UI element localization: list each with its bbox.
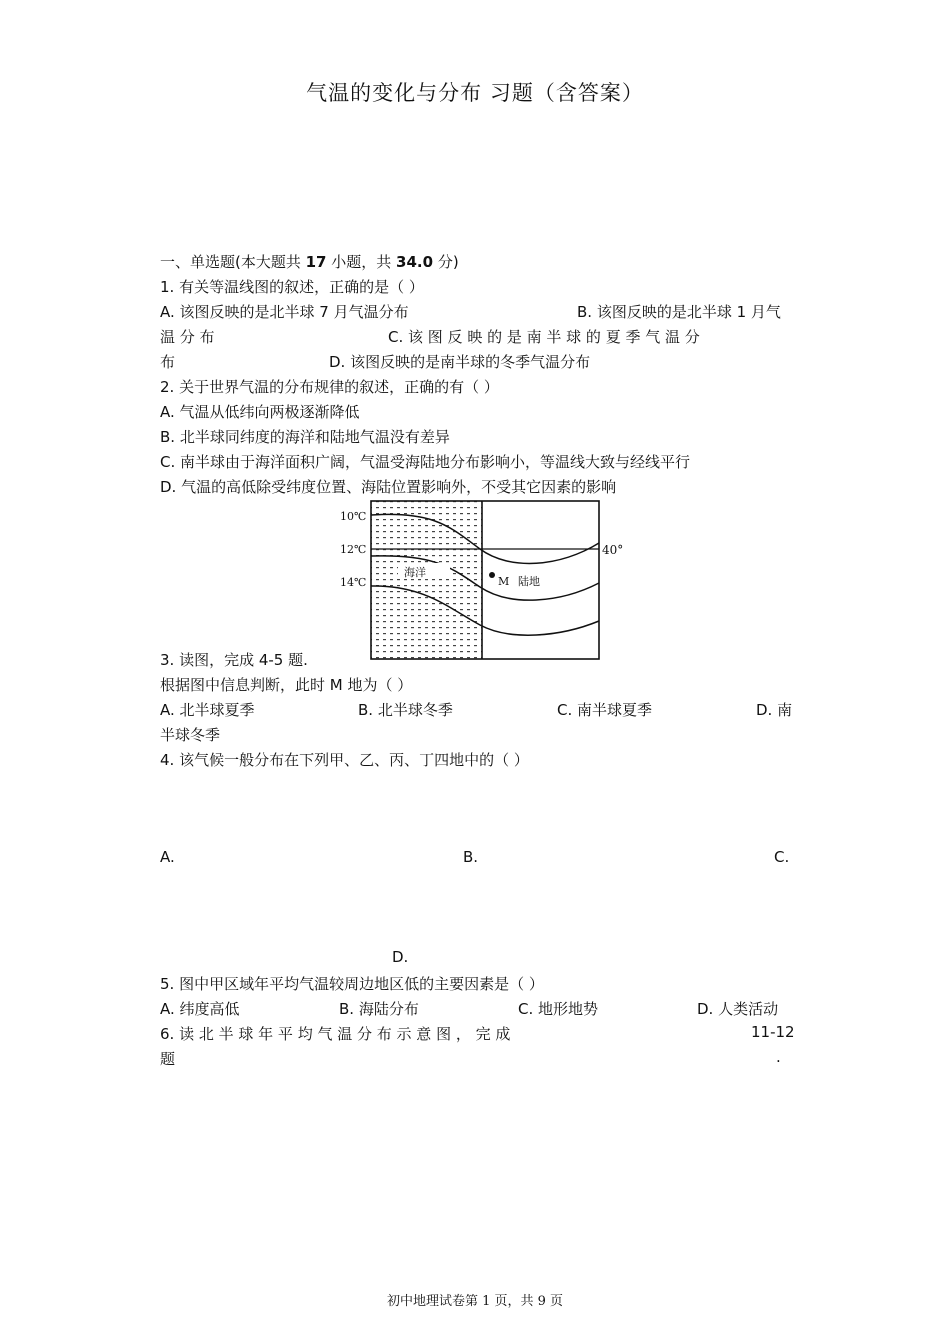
- section-middle: 小题，共: [326, 253, 397, 271]
- q4-option-d: D.: [392, 948, 409, 966]
- q1-option-b-part2: 温 分 布: [160, 328, 215, 346]
- q4-stem: 4. 该气候一般分布在下列甲、乙、丙、丁四地中的（ ）: [160, 751, 529, 769]
- label-ocean: 海洋: [404, 566, 426, 579]
- q6-range: 11-12: [751, 1023, 795, 1041]
- q2-option-a: A. 气温从低纬向两极逐渐降低: [160, 403, 360, 421]
- q6-stem-end: 题: [160, 1050, 176, 1068]
- q3-option-d-part1: D. 南: [756, 701, 793, 719]
- label-land: 陆地: [518, 575, 540, 588]
- isotherm-figure: [340, 499, 626, 662]
- q3-sub-question: 根据图中信息判断，此时 M 地为（ ）: [160, 676, 413, 694]
- label-40-degree: 40°: [602, 543, 624, 557]
- q1-option-a: A. 该图反映的是北半球 7 月气温分布: [160, 303, 409, 321]
- q2-stem: 2. 关于世界气温的分布规律的叙述，正确的有（ ）: [160, 378, 499, 396]
- q1-option-d: D. 该图反映的是南半球的冬季气温分布: [329, 353, 591, 371]
- section-prefix: 一、单选题(本大题共: [160, 253, 306, 271]
- q4-option-a: A.: [160, 848, 175, 866]
- section-suffix: 分): [433, 253, 459, 271]
- label-point-m: M: [498, 575, 510, 588]
- q1-option-b-part1: B. 该图反映的是北半球 1 月气: [577, 303, 781, 321]
- label-12c: 12℃: [340, 543, 367, 556]
- q3-stem: 3. 读图，完成 4-5 题.: [160, 651, 308, 669]
- label-10c: 10℃: [340, 510, 367, 523]
- q1-stem: 1. 有关等温线图的叙述，正确的是（ ）: [160, 278, 424, 296]
- section-header: [160, 251, 459, 272]
- section-count: 17: [305, 253, 327, 271]
- q2-option-d: D. 气温的高低除受纬度位置、海陆位置影响外，不受其它因素的影响: [160, 478, 617, 496]
- label-14c: 14℃: [340, 576, 367, 589]
- q3-option-b: B. 北半球冬季: [358, 701, 453, 719]
- q1-option-c: C. 该 图 反 映 的 是 南 半 球 的 夏 季 气 温 分: [388, 328, 700, 346]
- q2-option-b: B. 北半球同纬度的海洋和陆地气温没有差异: [160, 428, 450, 446]
- q1-option-c-end: 布: [160, 353, 176, 371]
- q6-period: .: [776, 1048, 781, 1066]
- q6-stem: 6. 读 北 半 球 年 平 均 气 温 分 布 示 意 图 ， 完 成: [160, 1025, 511, 1043]
- q5-option-c: C. 地形地势: [518, 1000, 599, 1018]
- q5-option-b: B. 海陆分布: [339, 1000, 419, 1018]
- page-title: 气温的变化与分布 习题（含答案）: [306, 81, 644, 105]
- q5-option-a: A. 纬度高低: [160, 1000, 240, 1018]
- q5-option-d: D. 人类活动: [697, 1000, 779, 1018]
- q3-option-a: A. 北半球夏季: [160, 701, 255, 719]
- q3-option-c: C. 南半球夏季: [557, 701, 653, 719]
- q3-option-d-part2: 半球冬季: [160, 726, 221, 744]
- q4-option-c: C.: [774, 848, 790, 866]
- q2-option-c: C. 南半球由于海洋面积广阔，气温受海陆地分布影响小，等温线大致与经线平行: [160, 453, 691, 471]
- section-score: 34.0: [396, 253, 434, 271]
- ocean-area: [371, 501, 482, 659]
- q5-stem: 5. 图中甲区域年平均气温较周边地区低的主要因素是（ ）: [160, 975, 544, 993]
- page-footer: 初中地理试卷第 1 页，共 9 页: [386, 1294, 564, 1309]
- isotherm-svg: [340, 499, 626, 662]
- point-m-marker: [489, 572, 495, 578]
- q4-option-b: B.: [463, 848, 479, 866]
